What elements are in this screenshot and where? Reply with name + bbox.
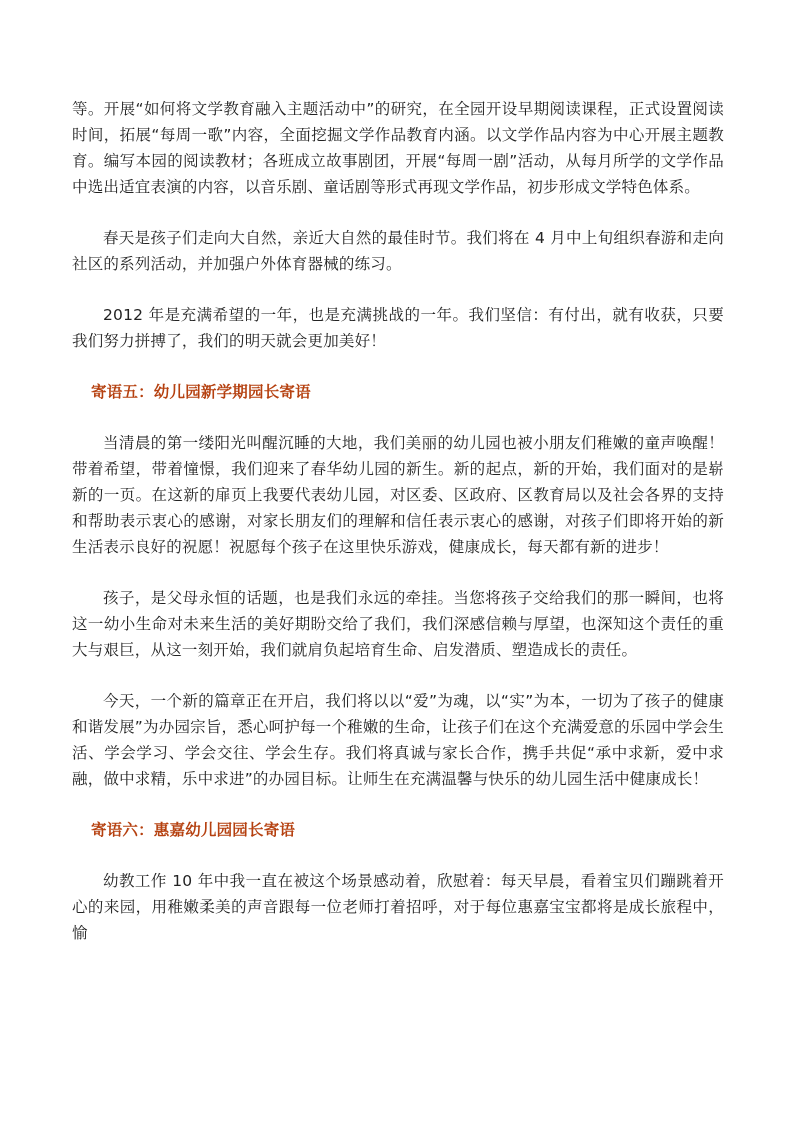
paragraph-new-semester-welcome: 当清晨的第一缕阳光叫醒沉睡的大地，我们美丽的幼儿园也被小朋友们稚嫩的童声唤醒！带着希望，带着憧憬，我们迎来了春华幼儿园的新生。新的起点，新的开始，我们面对的是崭新的一页。在这新的扉页上我要代表幼儿园，对区委、区政府、区教育局以及社会各界的支持和帮助表示衷心的感谢，对家长朋友们的理解和信任表示衷心的感谢，对孩子们即将开始的新生活表示良好的祝愿！祝愿每个孩子在这里快乐游戏，健康成长，每天都有新的进步！ [72, 434, 724, 556]
paragraph-new-chapter: 今天，一个新的篇章正在开启，我们将以以“爱”为魂，以“实”为本，一切为了孩子的健康和谐发展”为办园宗旨，悉心呵护每一个稚嫩的生命，让孩子们在这个充满爱意的乐园中学会生活、学会学习、学会交往、学会生存。我们将真诚与家长合作，携手共促“承中求新，爱中求融，做中求精，乐中求进”的办园目标。让师生在充满温馨与快乐的幼儿园生活中健康成长！ [72, 692, 724, 788]
section-heading-message-six: 寄语六：惠嘉幼儿园园长寄语 [91, 821, 296, 839]
paragraph-ten-years-work: 幼教工作 10 年中我一直在被这个场景感动着，欣慰着：每天早晨，看着宝贝们蹦跳着开心的来园，用稚嫩柔美的声音跟每一位老师打着招呼，对于每位惠嘉宝宝都将是成长旅程中，愉 [72, 872, 724, 942]
document-body [72, 96, 724, 971]
section-heading-message-five: 寄语五：幼儿园新学期园长寄语 [91, 383, 311, 401]
paragraph-2012-hope: 2012 年是充满希望的一年，也是充满挑战的一年。我们坚信：有付出，就有收获，只要我们努力拼搏了，我们的明天就会更加美好！ [72, 306, 724, 350]
paragraph-spring-activities: 春天是孩子们走向大自然，亲近大自然的最佳时节。我们将在 4 月中上旬组织春游和走向社区的系列活动，并加强户外体育器械的练习。 [72, 229, 724, 273]
paragraph-literature-education: 等。开展“如何将文学教育融入主题活动中”的研究，在全园开设早期阅读课程，正式设置阅读时间，拓展“每周一歌”内容，全面挖掘文学作品教育内涵。以文学作品内容为中心开展主题教育。编写本园的阅读教材；各班成立故事剧团，开展“每周一剧”活动，从每月所学的文学作品中选出适宜表演的内容，以音乐剧、童话剧等形式再现文学作品，初步形成文学特色体系。 [72, 100, 724, 196]
paragraph-children-responsibility: 孩子，是父母永恒的话题，也是我们永远的牵挂。当您将孩子交给我们的那一瞬间，也将这一幼小生命对未来生活的美好期盼交给了我们，我们深感信赖与厚望，也深知这个责任的重大与艰巨，从这一刻开始，我们就肩负起培育生命、启发潜质、塑造成长的责任。 [72, 589, 724, 659]
